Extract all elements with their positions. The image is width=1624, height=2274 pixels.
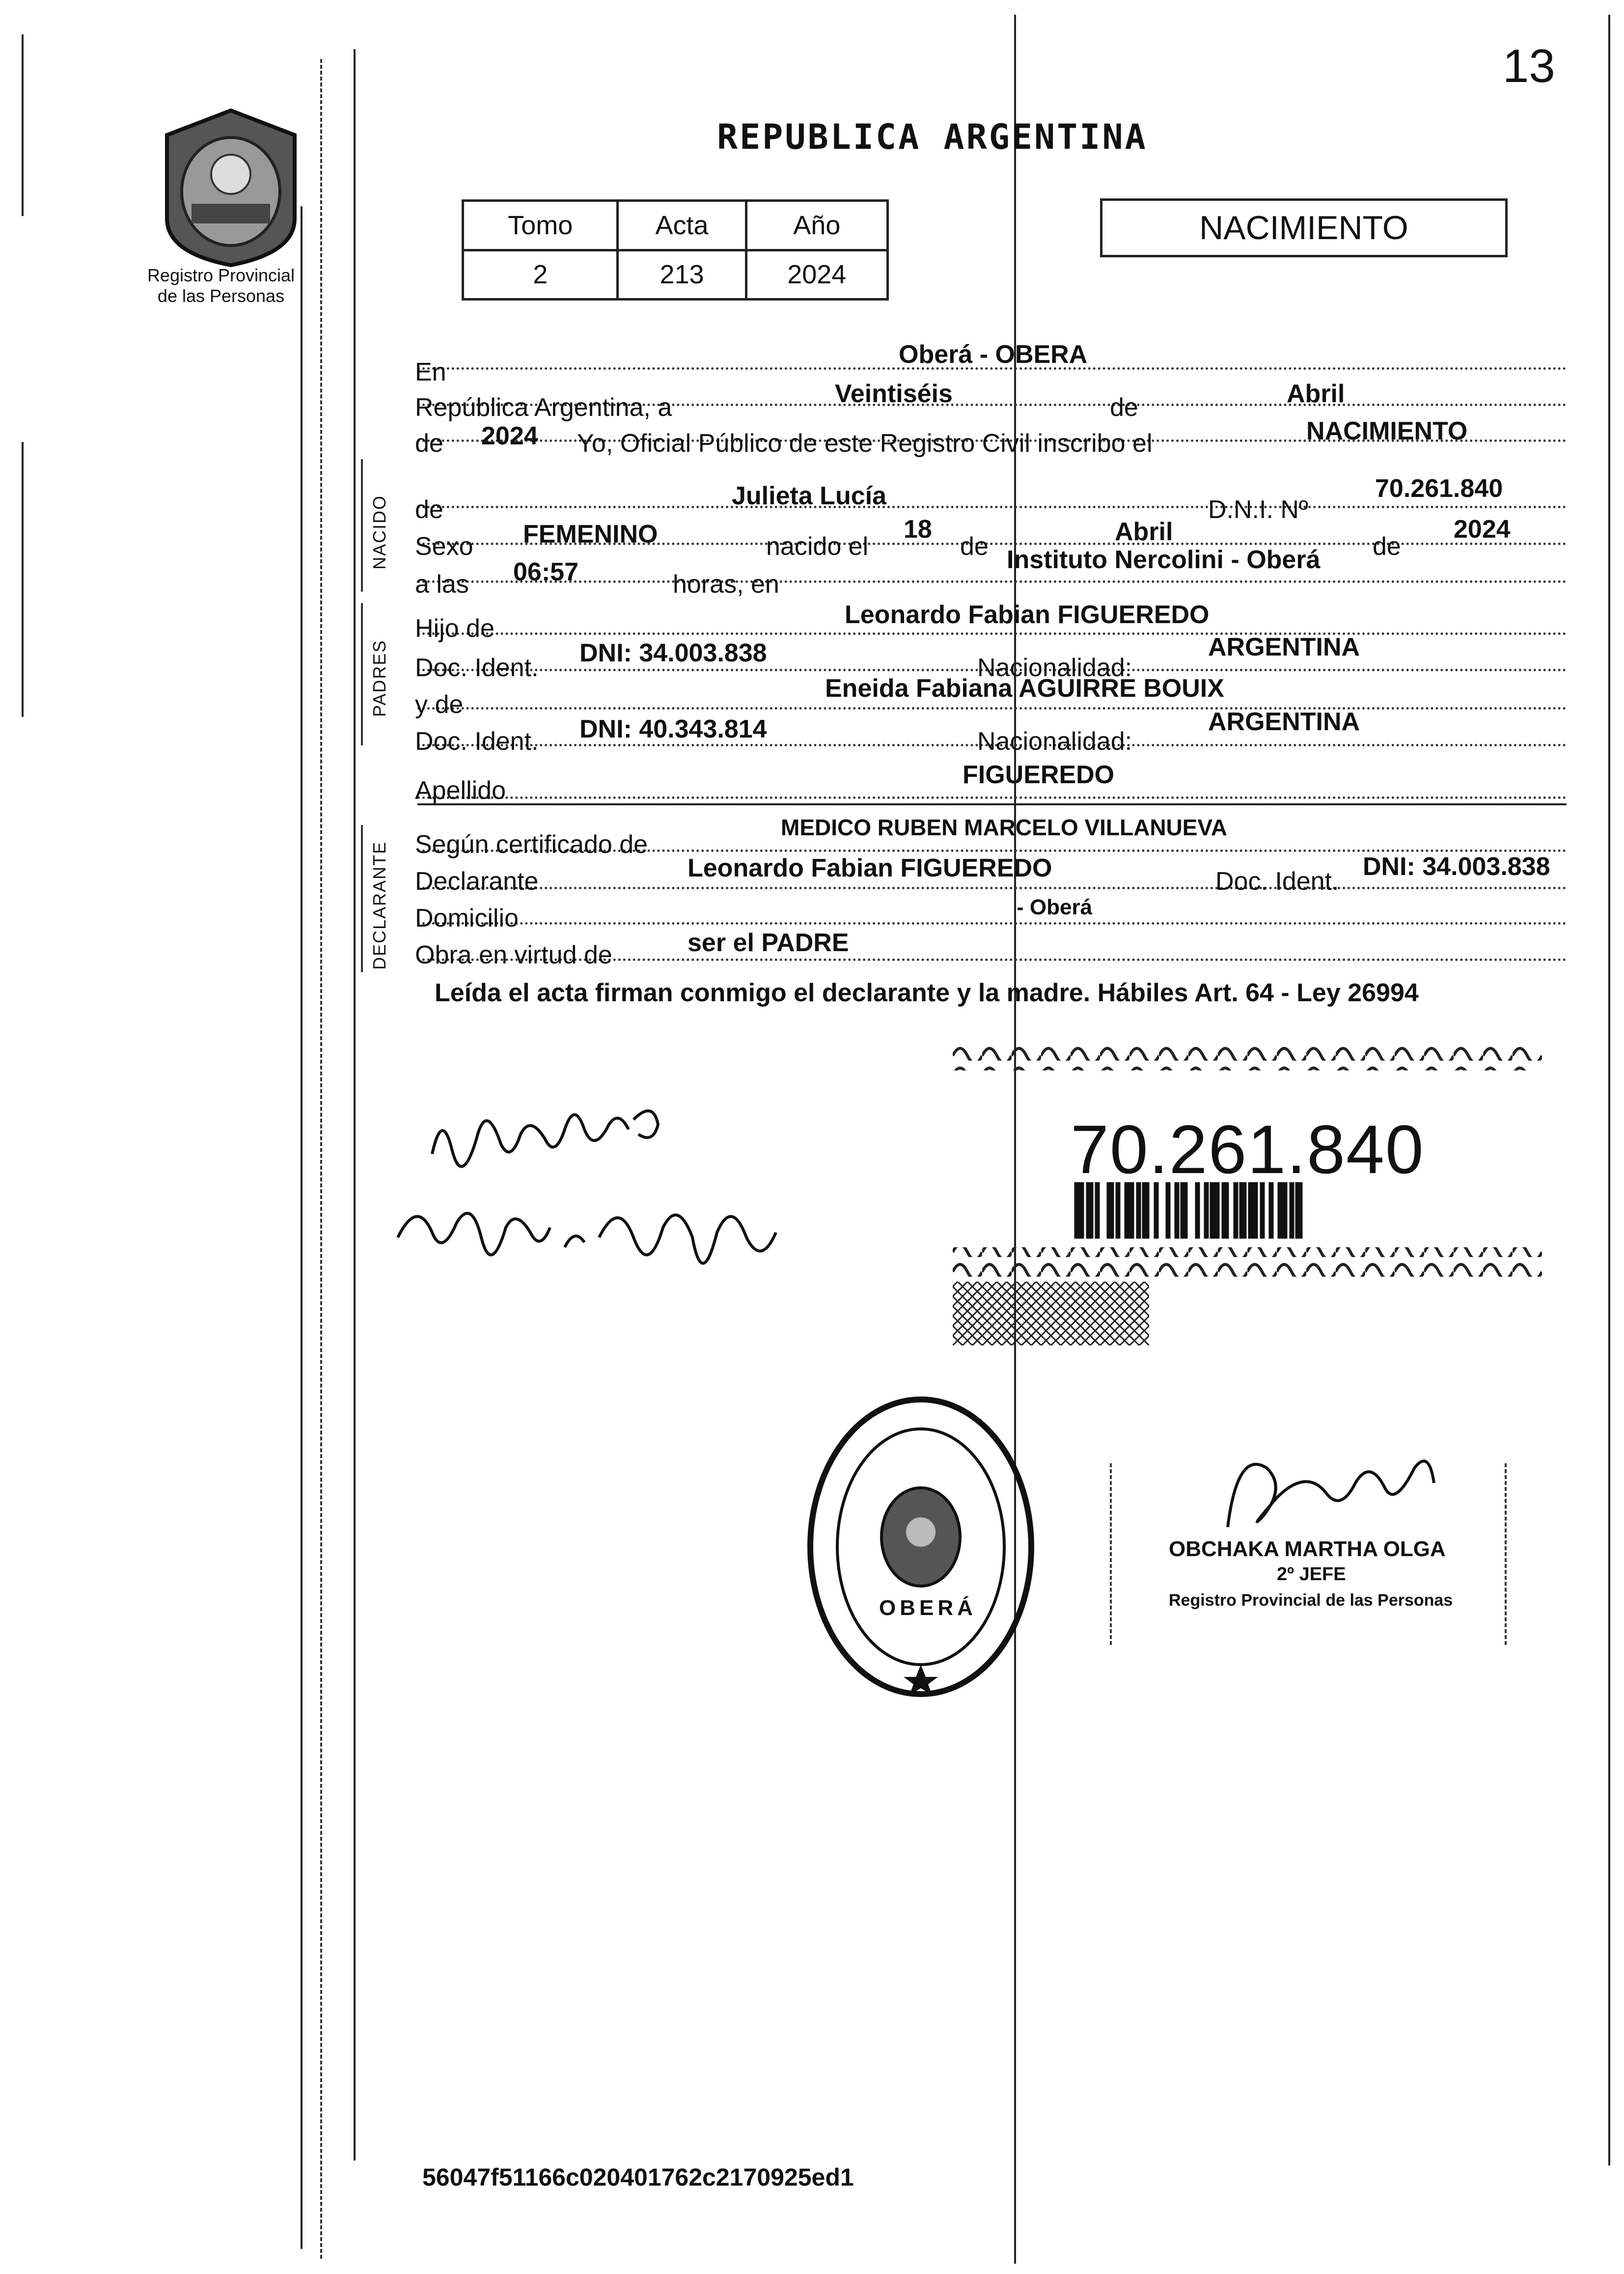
padres-section-border	[361, 603, 363, 745]
yo-label: Yo, Oficial Público de este Registro Civil inscribo el	[577, 429, 1153, 458]
barcode-bar	[1291, 1183, 1293, 1237]
handwritten-signature-2	[388, 1178, 791, 1314]
mother-name-value: Eneida Fabiana AGUIRRE BOUIX	[825, 674, 1224, 703]
left-margin-line	[22, 442, 24, 717]
barcode-bar	[1075, 1183, 1083, 1237]
row-dots	[417, 922, 1567, 925]
year-value: 2024	[481, 422, 538, 450]
obra-value: ser el PADRE	[688, 929, 849, 957]
barcode-bar	[1137, 1183, 1140, 1237]
barcode-bar	[1117, 1183, 1119, 1237]
father-nat-label: Nacionalidad:	[977, 654, 1132, 682]
barcode-bar	[1296, 1183, 1301, 1237]
father-doc-value: DNI: 34.003.838	[579, 639, 767, 667]
dni-value: 70.261.840	[1375, 474, 1503, 503]
apellido-label: Apellido	[415, 776, 506, 805]
barcode-bar	[1182, 1183, 1186, 1237]
cert-label: Según certificado de	[415, 830, 648, 859]
binding-line	[301, 206, 303, 2249]
emblem-caption-line-1: Registro Provincial	[147, 265, 295, 285]
footer-hash: 56047f51166c020401762c2170925ed1	[422, 2164, 854, 2191]
official-name: OBCHAKA MARTHA OLGA	[1169, 1537, 1446, 1561]
y-de-label: y de	[415, 690, 464, 719]
mother-nat-label: Nacionalidad:	[977, 727, 1132, 756]
barcode-bar	[1096, 1183, 1099, 1237]
declarante-doc-value: DNI: 34.003.838	[1363, 852, 1550, 881]
birth-day-value: 18	[904, 515, 932, 544]
nacido-section-border	[361, 459, 363, 592]
province-emblem	[157, 106, 304, 268]
barcode-bar	[1261, 1183, 1264, 1237]
table-header-anio: Año	[746, 201, 887, 250]
table-header-acta: Acta	[618, 201, 746, 250]
hour-value: 06:57	[513, 558, 578, 586]
birth-place-value: Instituto Nercolini - Oberá	[1007, 546, 1321, 574]
cert-value: MEDICO RUBEN MARCELO VILLANUEVA	[781, 815, 1227, 840]
handwritten-signature	[422, 1080, 678, 1186]
table-value-tomo: 2	[463, 250, 618, 300]
a-las-label: a las	[415, 570, 469, 599]
nacido-de-label-2: de	[960, 532, 989, 561]
table-value-acta: 213	[618, 250, 746, 300]
closing-text: Leída el acta firman conmigo el declarante y la madre. Hábiles Art. 64 - Ley 26994	[435, 979, 1419, 1007]
barcode-bar	[1087, 1183, 1092, 1237]
barcode-bar	[1167, 1183, 1169, 1237]
declarante-value: Leonardo Fabian FIGUEREDO	[688, 854, 1052, 882]
nacido-de-label-3: de	[1373, 532, 1401, 561]
day-value: Veintiséis	[835, 380, 953, 408]
father-nat-value: ARGENTINA	[1208, 633, 1360, 661]
nacido-section-label: NACIDO	[369, 494, 389, 570]
nacido-el-label: nacido el	[766, 532, 869, 561]
domicilio-label: Domicilio	[415, 904, 519, 932]
republica-label: República Argentina, a	[415, 393, 672, 422]
mother-doc-value: DNI: 40.343.814	[579, 715, 767, 743]
barcode-bar	[1211, 1183, 1218, 1237]
record-table	[462, 199, 889, 301]
declarante-section-border	[361, 825, 363, 972]
binding-dash-line	[320, 59, 322, 2259]
security-barcode-block	[953, 1041, 1542, 1345]
barcode-bar	[1223, 1183, 1228, 1237]
record-type-box: NACIMIENTO	[1100, 198, 1508, 257]
barcode-bar	[1270, 1183, 1272, 1237]
right-margin-line	[1608, 15, 1610, 2165]
barcode-bar	[1249, 1183, 1257, 1237]
seal-city: OBERÁ	[879, 1596, 977, 1620]
barcode-bar	[1240, 1183, 1245, 1237]
emblem-caption	[138, 265, 304, 306]
month-value: Abril	[1287, 380, 1345, 408]
barcode-number: 70.261.840	[1071, 1111, 1425, 1188]
apellido-divider	[417, 803, 1567, 805]
official-office: Registro Provincial de las Personas	[1169, 1591, 1453, 1610]
row-dots	[417, 580, 1567, 583]
barcode-bar	[1196, 1183, 1199, 1237]
declarante-section-label: DECLARANTE	[369, 841, 389, 970]
father-name-value: Leonardo Fabian FIGUEREDO	[845, 601, 1210, 629]
barcode-bar	[1205, 1183, 1208, 1237]
sexo-value: FEMENINO	[523, 520, 658, 548]
horas-en-label: horas, en	[673, 570, 779, 599]
inscribo-value: NACIMIENTO	[1306, 417, 1468, 445]
registry-seal	[805, 1395, 1036, 1699]
official-signature	[1208, 1439, 1444, 1539]
sexo-label: Sexo	[415, 532, 473, 561]
en-label: En	[415, 358, 446, 386]
barcode-bar	[1279, 1183, 1286, 1237]
obra-label: Obra en virtud de	[415, 941, 612, 969]
father-doc-label: Doc. Ident.	[415, 654, 539, 682]
row-dots	[417, 632, 1567, 635]
left-margin-line	[22, 34, 24, 216]
nacido-de-label: de	[415, 495, 443, 524]
padres-section-label: PADRES	[369, 639, 389, 717]
barcode-bar	[1235, 1183, 1237, 1237]
row-dots	[417, 707, 1567, 710]
declarante-doc-label: Doc. Ident.	[1215, 867, 1339, 896]
de-label: de	[1110, 393, 1138, 422]
dni-label: D.N.I. Nº	[1208, 495, 1308, 524]
barcode-bar	[1143, 1183, 1148, 1237]
barcode-bar	[1108, 1183, 1113, 1237]
barcode-bar	[1155, 1183, 1157, 1237]
barcode-bar	[1176, 1183, 1178, 1237]
en-value: Oberá - OBERA	[899, 340, 1088, 369]
row-dots	[417, 506, 1567, 508]
table-header-tomo: Tomo	[463, 201, 618, 250]
domicilio-value: - Oberá	[1017, 895, 1093, 919]
de2-label: de	[415, 429, 443, 458]
barcode-bar	[1126, 1183, 1133, 1237]
apellido-value: FIGUEREDO	[963, 761, 1115, 789]
birth-year-value: 2024	[1454, 515, 1511, 544]
document-title: REPUBLICA ARGENTINA	[717, 117, 1148, 157]
hijo-de-label: Hijo de	[415, 614, 495, 643]
emblem-caption-line-2: de las Personas	[157, 286, 285, 306]
content-margin-line	[354, 49, 356, 2161]
mother-doc-label: Doc. Ident.	[415, 727, 539, 756]
row-dots	[417, 796, 1567, 799]
mother-nat-value: ARGENTINA	[1208, 708, 1360, 736]
row-dots	[417, 887, 1567, 889]
declarante-label: Declarante	[415, 867, 539, 896]
page-number: 13	[1503, 40, 1555, 92]
official-role: 2º JEFE	[1277, 1564, 1346, 1585]
child-name-value: Julieta Lucía	[732, 482, 886, 510]
birth-month-value: Abril	[1115, 518, 1173, 546]
table-value-anio: 2024	[746, 250, 887, 300]
